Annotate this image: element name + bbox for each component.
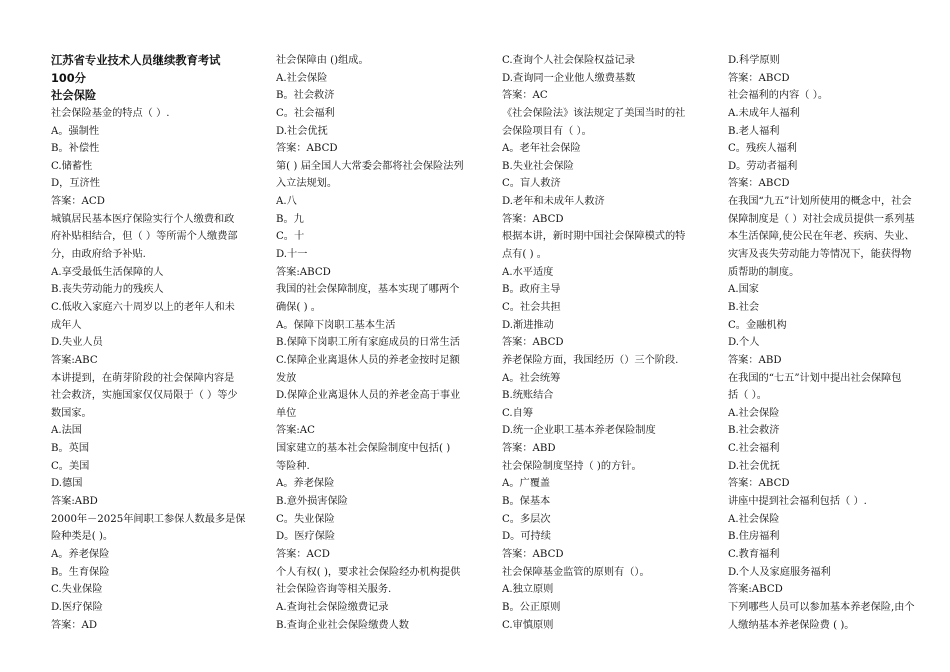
text-line: 根据本讲，新时期中国社会保障模式的特 [502, 231, 686, 243]
text-line: 质帮助的制度。 [728, 266, 800, 278]
text-line: 保障制度是（ ）对社会成员提供一系列基 [728, 213, 915, 225]
text-line: B.统账结合 [502, 390, 554, 402]
text-line: 答案：ABCD [502, 213, 564, 225]
text-line: 社会保障基金监管的原则有（）。 [502, 566, 650, 578]
text-line: 第( ) 届全国人大常委会都将社会保险法列 [276, 160, 464, 172]
text-line: D.渐进推动 [502, 319, 554, 331]
text-line: 答案：ABCD [276, 143, 338, 155]
text-line: 等险种. [276, 460, 310, 472]
text-line: C。金融机构 [728, 319, 787, 331]
text-line: 入立法规划。 [276, 178, 338, 190]
text-line: 答案:ABD [51, 496, 98, 508]
section-heading: 社会保险 [51, 89, 97, 103]
text-line: D.医疗保险 [51, 601, 103, 613]
text-line: B。补偿性 [51, 143, 100, 155]
text-line: C。美国 [51, 460, 90, 472]
text-line: C.失业保险 [51, 584, 103, 596]
text-line: 答案：ACD [276, 548, 330, 560]
text-line: A.水平适度 [502, 266, 554, 278]
text-line: B。保基本 [502, 496, 551, 508]
text-line: 答案:ABCD [276, 266, 331, 278]
text-line: 府补贴相结合，但（ ）等所需个人缴费部 [51, 231, 238, 243]
text-line: D。医疗保险 [276, 531, 336, 543]
text-line: 2000年－2025年间职工参保人数最多是保 [51, 513, 246, 525]
text-line: 社会保障由 ()组成。 [276, 55, 369, 66]
text-line: A.独立原则 [502, 584, 554, 596]
text-line: B.意外损害保险 [276, 496, 348, 508]
column-3 [502, 52, 697, 634]
text-line: 答案：ABD [728, 354, 782, 366]
text-line: 答案：ABCD [728, 478, 790, 490]
text-line: A.法国 [51, 425, 82, 437]
text-line: 在我国“九五”计划所使用的概念中，社会 [728, 196, 912, 208]
page-title-line-1: 江苏省专业技术人员继续教育考试 [51, 54, 221, 67]
text-line: 城镇居民基本医疗保险实行个人缴费和政 [51, 213, 235, 225]
column-2 [276, 52, 471, 634]
text-line: A.社会保险 [728, 513, 780, 525]
text-line: C.审慎原则 [502, 619, 554, 631]
text-line: D.统一企业职工基本养老保险制度 [502, 425, 656, 437]
text-line: 答案：ACD [51, 196, 105, 208]
text-line: B.社会 [728, 301, 760, 313]
text-line: C.储蓄性 [51, 160, 93, 172]
text-line: C.保障企业离退休人员的养老金按时足额 [276, 354, 460, 366]
text-line: C.低收入家庭六十周岁以上的老年人和未 [51, 301, 235, 313]
text-line: 讲座中提到社会福利包括（ ）. [728, 496, 867, 508]
text-line: 答案：ABD [502, 443, 556, 455]
text-line: 灾害及丧失劳动能力等情况下，能获得物 [728, 249, 912, 261]
text-line: D。可持续 [502, 531, 551, 543]
text-line: 发放 [276, 372, 297, 384]
text-line: 答案：AC [502, 90, 548, 102]
text-line: C.社会福利 [728, 443, 780, 455]
text-line: B.查询企业社会保险缴费人数 [276, 619, 409, 631]
text-line: D.个人及家庭服务福利 [728, 566, 831, 578]
text-line: 数国家。 [51, 407, 92, 419]
text-line: A。强制性 [51, 125, 100, 137]
text-line: A。老年社会保险 [502, 143, 581, 155]
text-line: 单位 [276, 407, 297, 419]
text-line: B.社会救济 [728, 425, 780, 437]
text-line: A。保障下岗职工基本生活 [276, 319, 396, 331]
text-line: A.享受最低生活保障的人 [51, 266, 164, 278]
text-line: B。社会救济 [276, 90, 335, 102]
text-line: D.保障企业离退休人员的养老金高于事业 [276, 390, 461, 402]
text-line: 本生活保障,使公民在年老、疾病、失业、 [728, 231, 915, 243]
text-line: 答案：ABCD [502, 548, 564, 560]
text-line: D.失业人员 [51, 337, 103, 349]
text-line: D.社会优抚 [276, 125, 328, 137]
text-line: 社会保险制度坚持（ )的方针。 [502, 460, 642, 472]
text-line: 我国的社会保障制度，基本实现了哪两个 [276, 284, 460, 296]
text-line: A.社会保险 [728, 407, 780, 419]
text-line: B.丧失劳动能力的残疾人 [51, 284, 164, 296]
text-line: D.老年和未成年人救济 [502, 196, 605, 208]
text-line: 社会福利的内容（ ）。 [728, 90, 829, 102]
text-line: 答案:ABC [51, 354, 98, 366]
text-line: 社会救济，实施国家仅仅局限于（ ）等少 [51, 390, 238, 402]
text-line: B.住房福利 [728, 531, 780, 543]
column-4 [728, 52, 923, 634]
text-line: 在我国的“七五”计划中提出社会保障包 [728, 372, 902, 384]
text-line: C.教育福利 [728, 548, 780, 560]
text-line: B。英国 [51, 443, 90, 455]
text-line: D.社会优抚 [728, 460, 780, 472]
text-line: 会保险项目有（ ）。 [502, 125, 592, 137]
text-line: A。广覆盖 [502, 478, 551, 490]
text-line: A.未成年人福利 [728, 107, 800, 119]
text-line: D.个人 [728, 337, 760, 349]
text-line: 答案:AC [276, 425, 315, 437]
text-line: B.保障下岗职工所有家庭成员的日常生活 [276, 337, 460, 349]
text-line: 括（ ）。 [728, 390, 767, 402]
text-line: 答案：ABCD [728, 72, 790, 84]
text-line: A。养老保险 [276, 478, 335, 490]
text-line: D.德国 [51, 478, 83, 490]
text-line: 人缴纳基本养老保险费 ( )。 [728, 619, 855, 631]
text-line: B.老人福利 [728, 125, 780, 137]
text-line: 社会保险基金的特点（ ）. [51, 107, 170, 119]
text-line: C。十 [276, 231, 305, 243]
text-line: 险种类是( )。 [51, 531, 114, 543]
text-line: 答案：ABCD [728, 178, 790, 190]
text-line: 《社会保险法》该法规定了美国当时的社 [502, 107, 686, 119]
text-line: A。养老保险 [51, 548, 110, 560]
text-line: C。失业保险 [276, 513, 335, 525]
text-line: 答案：AD [51, 619, 98, 631]
text-line: C。社会共担 [502, 301, 561, 313]
text-line: 个人有权( )，要求社会保险经办机构提供 [276, 566, 461, 578]
text-line: C。残疾人福利 [728, 143, 797, 155]
column-1 [51, 52, 246, 634]
text-line: A.社会保险 [276, 72, 328, 84]
text-line: 点有( ) 。 [502, 249, 547, 261]
text-line: 答案：ABCD [502, 337, 564, 349]
text-line: C。多层次 [502, 513, 551, 525]
text-line: 本讲提到，在萌芽阶段的社会保障内容是 [51, 372, 235, 384]
text-line: 分，由政府给予补贴. [51, 249, 146, 261]
text-line: 答案:ABCD [728, 584, 783, 596]
text-line: B。公正原则 [502, 601, 561, 613]
text-line: C.自筹 [502, 407, 534, 419]
text-line: C。社会福利 [276, 107, 335, 119]
text-line: A.八 [276, 196, 297, 208]
text-line: 下列哪些人员可以参加基本养老保险,由个 [728, 601, 915, 613]
text-line: C。盲人救济 [502, 178, 561, 190]
text-line: 养老保险方面，我国经历（）三个阶段. [502, 354, 679, 366]
text-line: 国家建立的基本社会保险制度中包括( ) [276, 443, 451, 455]
text-line: A.查询社会保险缴费记录 [276, 601, 389, 613]
page-title-line-2: 100分 [51, 71, 86, 85]
text-line: 成年人 [51, 319, 82, 331]
text-line: 社会保险咨询等相关服务. [276, 584, 392, 596]
text-line: D，互济性 [51, 178, 100, 190]
text-line: D.科学原则 [728, 55, 780, 66]
text-line: A。社会统筹 [502, 372, 561, 384]
text-line: A.国家 [728, 284, 759, 296]
text-line: D。劳动者福利 [728, 160, 798, 172]
text-line: C.查询个人社会保险权益记录 [502, 55, 635, 66]
text-line: B。九 [276, 213, 304, 225]
text-line: B.失业社会保险 [502, 160, 574, 172]
text-line: D.查询同一企业他人缴费基数 [502, 72, 636, 84]
text-line: B。生育保险 [51, 566, 110, 578]
text-line: D.十一 [276, 249, 308, 261]
text-line: B。政府主导 [502, 284, 561, 296]
text-line: 确保( ) 。 [276, 301, 321, 313]
